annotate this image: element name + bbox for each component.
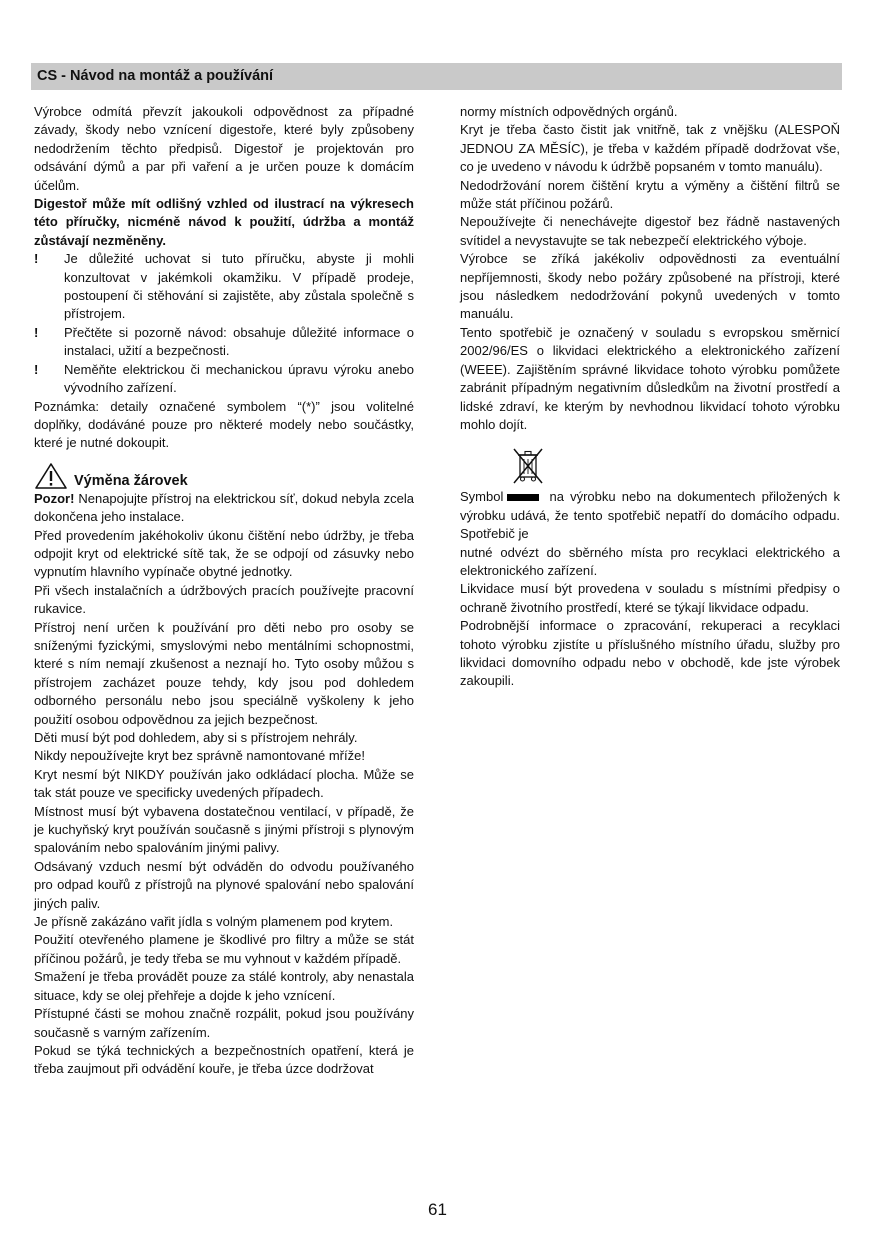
bullet-text: Je důležité uchovat si tuto příručku, abyste ji mohli konzultovat v jakémkoli okamžiku. V případě prodeje, postoupení či stěhování si zajistěte, aby zůstala společně s přístrojem. <box>64 251 414 322</box>
body-paragraph: nutné odvézt do sběrného místa pro recyklaci elektrického a elektronického zařízení. <box>460 544 840 578</box>
body-paragraph: Přístupné části se mohou značně rozpálit, pokud jsou používány současně s varným zařízením. <box>34 1006 414 1040</box>
body-paragraph: Nedodržování norem čištění krytu a výměny a čištění filtrů se může stát příčinou požárů. <box>460 177 840 212</box>
bullet-item <box>34 250 414 324</box>
bullet-item <box>34 324 414 361</box>
pozor-label: Pozor! <box>34 490 75 506</box>
body-paragraph: Smažení je třeba provádět pouze za stálé kontroly, aby nenastala situace, kdy se olej přehřeje a dojde k jeho vznícení. <box>34 969 414 1003</box>
right-column <box>460 103 840 691</box>
body-paragraph: Pokud se týká technických a bezpečnostních opatření, která je třeba zaujmout při odvádění kouře, je třeba úzce dodržovat <box>34 1042 414 1077</box>
crossed-bin-icon <box>510 474 546 489</box>
bold-notice: Digestoř může mít odlišný vzhled od ilustrací na výkresech této příručky, nicméně návod k použití, údržba a montáž zůstávají nezměněny. <box>34 196 414 248</box>
body-paragraph: Kryt nesmí být NIKDY používán jako odkládací plocha. Může se tak stát pouze ve specificky uvedených případech. <box>34 766 414 801</box>
weee-symbol-block <box>510 446 840 488</box>
body-paragraph: Podrobnější informace o zpracování, rekuperaci a recyklaci tohoto výrobku zjistíte u příslušného místního úřadu, služby pro likvidaci domovního odpadu nebo v obchodě, kde jste výrobek zakoupili. <box>460 618 840 689</box>
note-paragraph: Poznámka: detaily označené symbolem “(*)” jsou volitelné doplňky, dodáváné pouze pro některé modely nebo součástky, které je nutné dokoupit. <box>34 398 414 451</box>
page-header <box>31 63 842 90</box>
intro-paragraph: Výrobce odmítá převzít jakoukoli odpovědnost za případné závady, škody nebo vznícení digestoře, které byly způsobeny nedodržením těchto předpisů. Digestoř je projektován pro odsávání dýmů a par při vaření a je určen pouze k domácím účelům. <box>34 104 414 193</box>
symbol-before: Symbol <box>460 489 504 505</box>
section-heading <box>34 462 414 490</box>
symbol-after: na výrobku nebo na dokumentech přiložených k výrobku udává, že tento spotřebič nepatří do domácího odpadu. Spotřebič je <box>460 489 840 542</box>
warning-triangle-icon <box>34 462 68 490</box>
bullet-mark: ! <box>34 361 39 377</box>
pozor-text: Nenapojujte přístroj na elektrickou síť, dokud nebyla zcela dokončena jeho instalace. <box>34 490 414 525</box>
body-paragraph: Je přísně zakázáno vařit jídla s volným plamenem pod krytem. <box>34 914 394 930</box>
page-title: CS - Návod na montáž a používání <box>37 68 274 84</box>
body-paragraph: Odsávaný vzduch nesmí být odváděn do odvodu používaného pro odpad kouřů z přístrojů na plynové spalování nebo spalování jiných paliv. <box>34 858 414 911</box>
body-paragraph: Místnost musí být vybavena dostatečnou ventilací, v případě, že je kuchyňský kryt používán současně s jinými přístroji s plynovým spalováním nebo spalováním jinými palivy. <box>34 803 414 856</box>
body-paragraph: Přístroj není určen k používání pro děti nebo pro osoby se sníženými fyzickými, smyslovými nebo mentálními schopnostmi, které s ním nemají zkušenost a neznají ho. Tyto osoby můžou s přístrojem zacházet pouze tehdy, kdy jsou pod dohledem odborného personálu nebo jsou speciálně vyškoleny k jeho použití osobou odpovědnou za jejich bezpečnost. <box>34 619 414 727</box>
symbol-paragraph <box>460 488 840 543</box>
bullet-mark: ! <box>34 251 39 267</box>
left-column <box>34 103 414 1079</box>
body-paragraph: Kryt je třeba často čistit jak vnitřně, tak z vnějšku (ALESPOŇ JEDNOU ZA MĚSÍC), je třeba v každém případě dodržovat vše, co je uvedeno v návodu k údržbě popsaném v tomto manuálu). <box>460 122 840 175</box>
body-paragraph: Tento spotřebič je označený v souladu s evropskou směrnicí 2002/96/ES o likvidaci elektrického a elektronického zařízení (WEEE). Zajištěním správné likvidace tohoto výrobku pomůžete zabránit případným negativním důsledkům na životní prostředí a lidské zdraví, ke kterým by nevhodnou likvidací tohoto výrobku mohlo dojít. <box>460 324 840 432</box>
body-paragraph: Před provedením jakéhokoliv úkonu čištění nebo údržby, je třeba odpojit kryt od elektrické sítě tak, že se odpojí od zásuvky nebo vypnutím hlavního vypínače obytné jednotky. <box>34 527 414 580</box>
bullet-mark: ! <box>34 324 39 340</box>
bullet-item <box>34 361 414 398</box>
bullet-text: Neměňte elektrickou či mechanickou úpravu výroku anebo vývodního zařízení. <box>64 361 414 396</box>
bullet-text: Přečtěte si pozorně návod: obsahuje důležité informace o instalaci, užití a bezpečnosti. <box>64 324 414 359</box>
body-paragraph: Použití otevřeného plamene je škodlivé pro filtry a může se stát příčinou požárů, je tedy třeba se mu vyhnout v každém případě. <box>34 932 414 966</box>
section-title: Výměna žárovek <box>74 472 188 489</box>
body-paragraph: Nepoužívejte či nenechávejte digestoř bez řádně nastavených svítidel a nevystavujte se tak nebezpečí elektrického výboje. <box>460 214 840 248</box>
body-paragraph: normy místních odpovědných orgánů. <box>460 104 678 119</box>
page-number: 61 <box>428 1200 447 1219</box>
body-paragraph: Nikdy nepoužívejte kryt bez správně namontované mříže! <box>34 748 365 764</box>
pozor-paragraph <box>34 490 414 527</box>
body-paragraph: Likvidace musí být provedena v souladu s místními předpisy o ochraně životního prostředí, které se týkají likvidace odpadu. <box>460 581 840 615</box>
body-paragraph: Při všech instalačních a údržbových pracích používejte pracovní rukavice. <box>34 582 414 617</box>
black-bar-icon <box>507 494 539 501</box>
body-paragraph: Děti musí být pod dohledem, aby si s přístrojem nehrály. <box>34 730 358 745</box>
body-paragraph: Výrobce se zříká jakékoliv odpovědnosti za eventuální nepříjemnosti, škody nebo požáry způsobené na přístroji, které jsou následkem nedodržování pokynů uvedených v tomto manuálu. <box>460 251 840 322</box>
